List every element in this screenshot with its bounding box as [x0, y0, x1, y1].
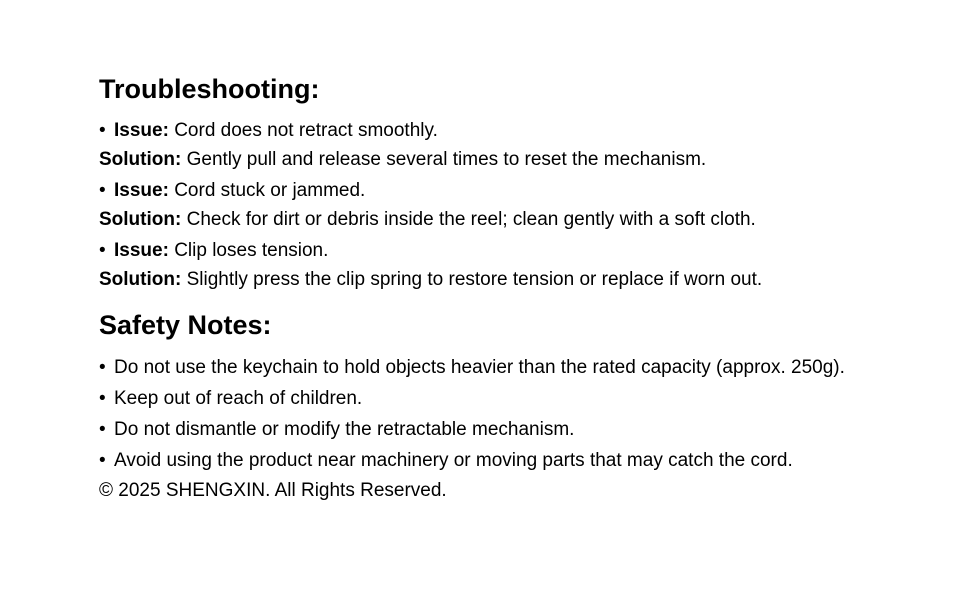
safety-item	[99, 355, 959, 381]
issue-text: Clip loses tension.	[174, 240, 329, 261]
solution-label: Solution:	[99, 149, 182, 170]
solution-text: Slightly press the clip spring to restore tension or replace if worn out.	[186, 269, 763, 290]
safety-text: Avoid using the product near machinery or moving parts that may catch the cord.	[114, 450, 793, 471]
bullet: •	[99, 240, 106, 261]
solution-line	[99, 207, 959, 233]
issue-text: Cord does not retract smoothly.	[174, 120, 438, 141]
bullet: •	[99, 419, 106, 440]
troubleshooting-item	[99, 178, 959, 233]
safety-text: Do not dismantle or modify the retractable mechanism.	[114, 419, 575, 440]
solution-text: Check for dirt or debris inside the reel; clean gently with a soft cloth.	[186, 209, 756, 230]
safety-text: Do not use the keychain to hold objects heavier than the rated capacity (approx. 250g).	[114, 357, 845, 378]
solution-label: Solution:	[99, 269, 182, 290]
safety-heading: Safety Notes:	[99, 310, 272, 340]
safety-item	[99, 386, 959, 412]
safety-list	[99, 355, 959, 474]
solution-line	[99, 147, 959, 173]
bullet: •	[99, 180, 106, 201]
troubleshooting-list	[99, 118, 959, 293]
solution-label: Solution:	[99, 209, 182, 230]
bullet: •	[99, 450, 106, 471]
solution-text: Gently pull and release several times to reset the mechanism.	[186, 149, 707, 170]
troubleshooting-item	[99, 238, 959, 293]
copyright-notice: © 2025 SHENGXIN. All Rights Reserved.	[99, 480, 447, 501]
safety-item	[99, 448, 959, 474]
solution-line	[99, 267, 959, 293]
issue-line	[99, 118, 959, 144]
issue-line	[99, 238, 959, 264]
troubleshooting-item	[99, 118, 959, 173]
issue-label: Issue:	[114, 180, 169, 201]
troubleshooting-heading: Troubleshooting:	[99, 74, 320, 104]
bullet: •	[99, 357, 106, 378]
bullet: •	[99, 120, 106, 141]
issue-text: Cord stuck or jammed.	[174, 180, 366, 201]
bullet: •	[99, 388, 106, 409]
issue-line	[99, 178, 959, 204]
issue-label: Issue:	[114, 120, 169, 141]
document-body	[99, 72, 959, 504]
safety-text: Keep out of reach of children.	[114, 388, 363, 409]
issue-label: Issue:	[114, 240, 169, 261]
safety-item	[99, 417, 959, 443]
